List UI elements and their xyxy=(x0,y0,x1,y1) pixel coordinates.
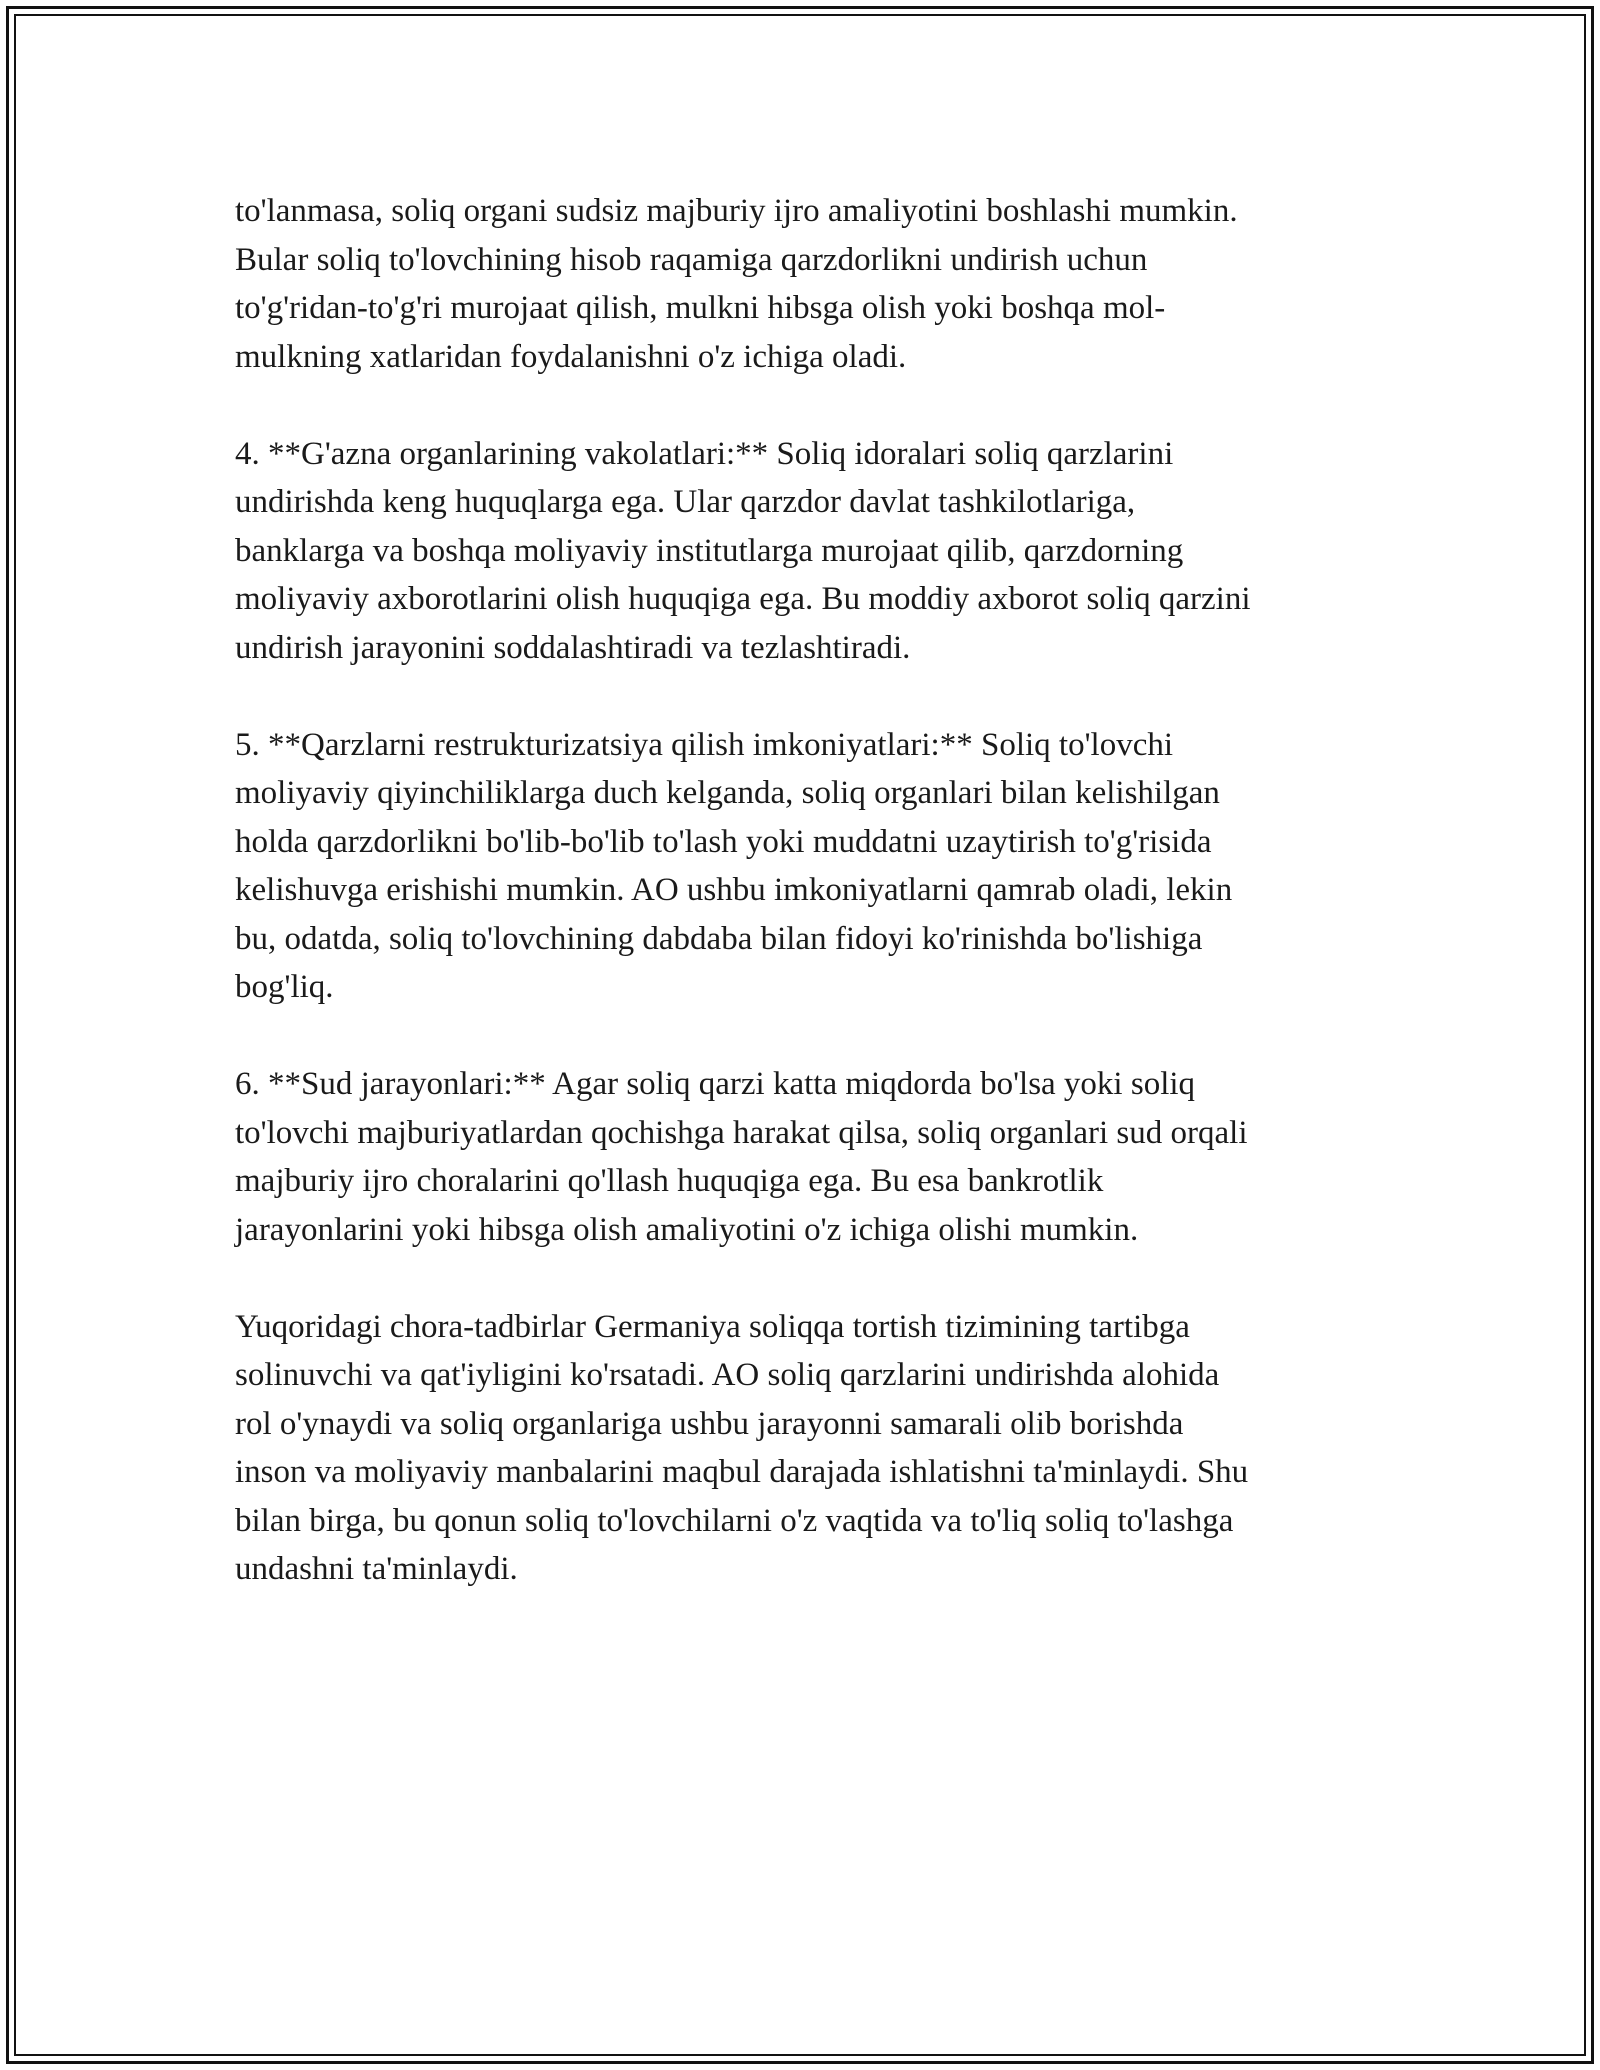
document-body xyxy=(235,187,1395,1642)
paragraph-enforcement-continuation: to'lanmasa, soliq organi sudsiz majburiy ijro amaliyotini boshlashi mumkin. Bular soliq to'lovchining hisob raqamiga qarzdorlikni undirish uchun to'g'ridan-to'g'ri murojaat qilish, mulkni hibsga olish yoki boshqa mol- mulkning xatlaridan foydalanishni o'z ichiga oladi. xyxy=(235,193,1238,375)
paragraph-item-4-treasury-powers: 4. **G'azna organlarining vakolatlari:** Soliq idoralari soliq qarzlarini undirishda keng huquqlarga ega. Ular qarzdor davlat tashkilotlariga, banklarga va boshqa moliyaviy institutlarga murojaat qilib, qarzdorning moliyaviy axborotlarini olish huquqiga ega. Bu moddiy axborot soliq qarzini undirish jarayonini soddalashtiradi va tezlashtiradi. xyxy=(235,435,1251,666)
paragraph-item-6-court-proceedings: 6. **Sud jarayonlari:** Agar soliq qarzi katta miqdorda bo'lsa yoki soliq to'lovchi majburiyatlardan qochishga harakat qilsa, soliq organlari sud orqali majburiy ijro choralarini qo'llash huquqiga ega. Bu esa bankrotlik jarayonlarini yoki hibsga olish amaliyotini o'z ichiga olishi mumkin. xyxy=(235,1066,1248,1248)
paragraph-item-5-debt-restructuring: 5. **Qarzlarni restrukturizatsiya qilish imkoniyatlari:** Soliq to'lovchi moliyaviy qiyinchiliklarga duch kelganda, soliq organlari bilan kelishilgan holda qarzdorlikni bo'lib-bo'lib to'lash yoki muddatni uzaytirish to'g'risida kelishuvga erishishi mumkin. AO ushbu imkoniyatlarni qamrab oladi, lekin bu, odatda, soliq to'lovchining dabdaba bilan fidoyi ko'rinishda bo'lishiga bog'liq. xyxy=(235,726,1233,1005)
paragraph-conclusion: Yuqoridagi chora-tadbirlar Germaniya soliqqa tortish tizimining tartibga solinuvchi va qat'iyligini ko'rsatadi. AO soliq qarzlarini undirishda alohida rol o'ynaydi va soliq organlariga ushbu jarayonni samarali olib borishda inson va moliyaviy manbalarini maqbul darajada ishlatishni ta'minlaydi. Shu bilan birga, bu qonun soliq to'lovchilarni o'z vaqtida va to'liq soliq to'lashga undashni ta'minlaydi. xyxy=(235,1308,1249,1587)
